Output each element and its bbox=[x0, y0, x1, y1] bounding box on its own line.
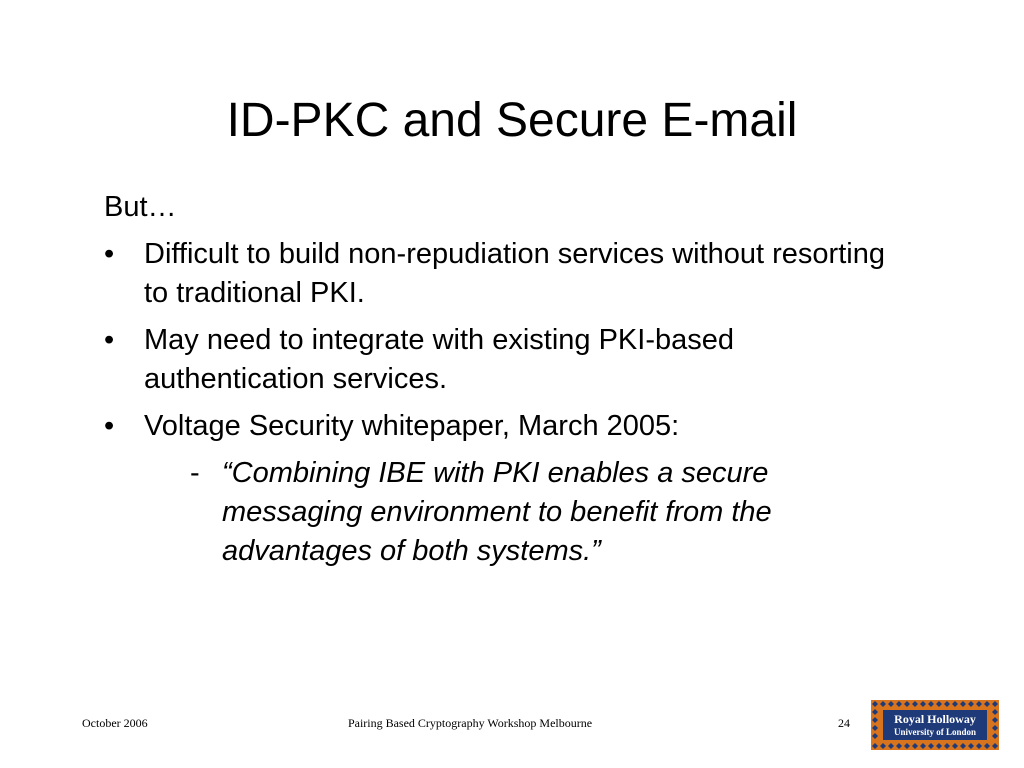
slide-body bbox=[104, 188, 904, 571]
page-number: 24 bbox=[838, 716, 850, 730]
footer-event: Pairing Based Cryptography Workshop Melbourne bbox=[347, 716, 593, 730]
royal-holloway-logo bbox=[871, 700, 999, 750]
quote-text: “Combining IBE with PKI enables a secure messaging environment to benefit from the advantages of both systems.” bbox=[222, 457, 772, 567]
bullet-marker: • bbox=[104, 410, 115, 442]
bullet-marker: • bbox=[104, 238, 115, 270]
bullet-item bbox=[104, 407, 904, 446]
logo-title: Royal Holloway bbox=[894, 712, 976, 726]
logo-subtitle: University of London bbox=[893, 727, 977, 737]
bullet-text: Voltage Security whitepaper, March 2005: bbox=[144, 410, 680, 442]
sub-bullet-marker: - bbox=[190, 457, 200, 489]
bullet-item bbox=[104, 235, 904, 313]
sub-bullet-item bbox=[190, 454, 862, 571]
bullet-item bbox=[104, 321, 904, 399]
intro-text: But… bbox=[104, 191, 177, 223]
bullet-text: May need to integrate with existing PKI-based authentication services. bbox=[144, 324, 734, 395]
bullet-text: Difficult to build non-repudiation services without resorting to traditional PKI. bbox=[144, 238, 885, 309]
bullet-marker: • bbox=[104, 324, 115, 356]
footer-date: October 2006 bbox=[82, 716, 148, 730]
slide-title: ID-PKC and Secure E-mail bbox=[226, 94, 798, 147]
